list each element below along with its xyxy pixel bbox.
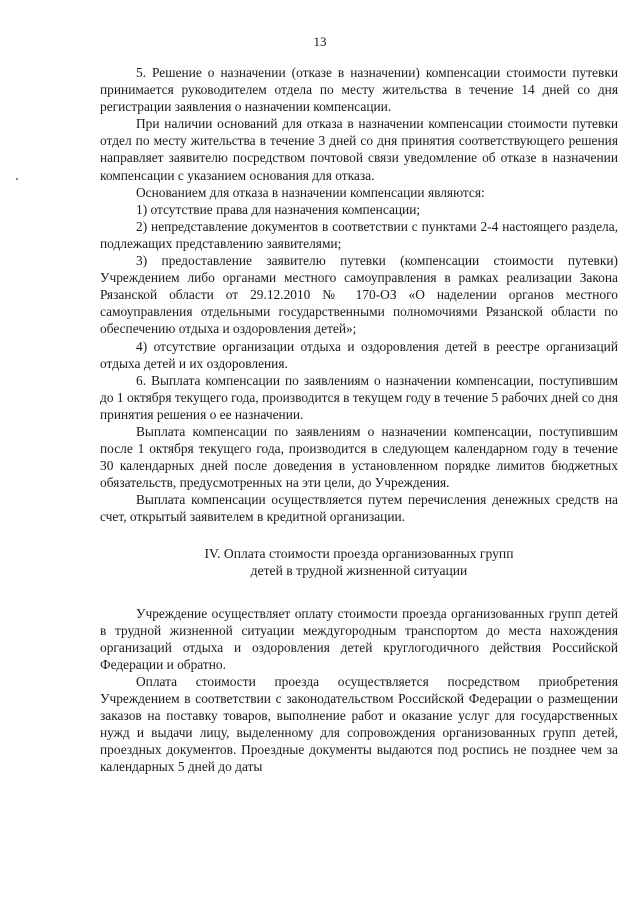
scan-mark xyxy=(16,178,18,180)
list-item-ground-2: 2) непредставление документов в соответствии с пунктами 2-4 настоящего раздела, подлежащих представлению заявителями; xyxy=(100,218,618,251)
list-item-ground-4: 4) отсутствие организации отдыха и оздоровления детей в реестре организаций отдыха детей и их оздоровления. xyxy=(100,338,618,371)
paragraph-refusal-notice: При наличии оснований для отказа в назначении компенсации стоимости путевки отдел по месту жительства в течение 3 дней со дня принятия соответствующего решения направляет заявителю посредством почтовой связи уведомление об отказе в назначении компенсации с указанием основания для отказа. xyxy=(100,116,618,183)
paragraph-payment-method: Выплата компенсации осуществляется путем перечисления денежных средств на счет, открытый заявителем в кредитной организации. xyxy=(100,492,618,525)
page-number: 13 xyxy=(313,34,327,49)
list-item-ground-3: 3) предоставление заявителю путевки (компенсации стоимости путевки) Учреждением либо органами местного самоуправления в рамках реализации Закона Рязанской области от 29.12.2010 № 170-ОЗ «О наделении органов местного самоуправления отдельными государственными полномочиями Рязанской области по обеспечению отдыха и оздоровления детей»; xyxy=(100,253,618,337)
paragraph-payment-after-october: Выплата компенсации по заявлениям о назначении компенсации, поступившим после 1 октября текущего года, производится в следующем календарном году в течение 30 календарных дней после доведения в установленном порядке лимитов бюджетных обязательств, предусмотренных на эти цели, до Учреждения. xyxy=(100,423,618,491)
paragraph-refusal-grounds-intro: Основанием для отказа в назначении компенсации являются: xyxy=(136,184,485,200)
list-item-ground-1: 1) отсутствие права для назначения компенсации; xyxy=(136,201,421,217)
section-heading-iv xyxy=(100,545,618,579)
section-heading-line-2: детей в трудной жизненной ситуации xyxy=(250,562,468,578)
paragraph-decision: 5. Решение о назначении (отказе в назначении) компенсации стоимости путевки принимается руководителем отдела по месту жительства в течение 14 дней со дня регистрации заявления о назначении компенсации. xyxy=(100,65,618,115)
section-heading-line-1: IV. Оплата стоимости проезда организованных групп xyxy=(204,545,514,561)
document-body xyxy=(100,64,618,775)
paragraph-travel-payment: Учреждение осуществляет оплату стоимости проезда организованных групп детей в трудной жизненной ситуации междугородным транспортом до места нахождения организаций отдыха и оздоровления детей круглогодичного действия Российской Федерации и обратно. xyxy=(100,605,618,672)
paragraph-travel-documents: Оплата стоимости проезда осуществляется посредством приобретения Учреждением в соответствии с законодательством Российской Федерации о размещении заказов на поставку товаров, выполнение работ и оказание услуг для государственных нужд и выдачи лицу, выделенному для сопровождения организованных групп детей, проездных документов. Проездные документы выдаются под роспись не позднее чем за календарных 5 дней до даты xyxy=(100,673,618,775)
paragraph-payment-before-october: 6. Выплата компенсации по заявлениям о назначении компенсации, поступившим до 1 октября текущего года, производится в текущем году в течение 5 рабочих дней со дня принятия решения о ее назначении. xyxy=(100,372,618,422)
